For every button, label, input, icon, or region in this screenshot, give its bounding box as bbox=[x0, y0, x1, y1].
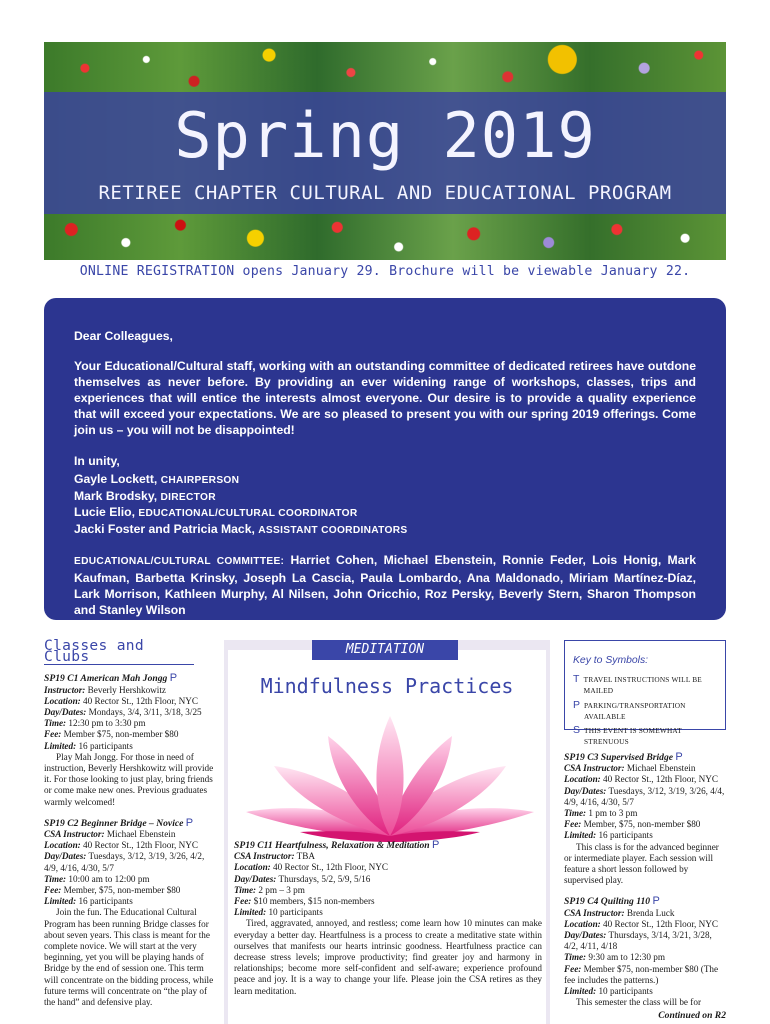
committee-label: EDUCATIONAL/CULTURAL COMMITTEE: bbox=[74, 556, 285, 567]
parking-symbol: P bbox=[169, 672, 178, 685]
course-limit: Limited: 16 participants bbox=[44, 740, 133, 751]
header-banner bbox=[44, 42, 726, 260]
parking-symbol: P bbox=[185, 816, 194, 829]
registration-notice: ONLINE REGISTRATION opens January 29. Brochure will be viewable January 22. bbox=[79, 264, 691, 279]
lotus-icon bbox=[240, 696, 540, 846]
course-location: Location: 40 Rector St., 12th Floor, NYC bbox=[44, 840, 199, 851]
course-time: Time: 9:30 am to 12:30 pm bbox=[564, 952, 665, 963]
course-title: SP19 C4 Quilting 110 P bbox=[564, 895, 660, 908]
meditation-title: Mindfulness Practices bbox=[260, 674, 514, 698]
course-instructor: CSA Instructor: Brenda Luck bbox=[564, 907, 675, 918]
parking-symbol: P bbox=[432, 839, 440, 851]
right-column bbox=[564, 640, 726, 1022]
course-location: Location: 40 Rector St., 12th Floor, NYC bbox=[564, 774, 719, 785]
committee-members: Harriet Cohen, Michael Ebenstein, Ronnie Feder, Lois Honig, Mark Kaufman, Barbetta Krinsky, Joseph La Cascia, Paula Lombardo, Ana Maldonado, Miriam Martínez-Díaz, Lark Morrison, Kathleen Murphy, Al Nilsen, John Oricchio, Roz Persky, Beverly Stern, Sharon Thompson and Stanley Wilson bbox=[74, 553, 696, 617]
signature-line: Mark Brodsky, DIRECTOR bbox=[74, 488, 216, 503]
meditation-panel bbox=[224, 640, 550, 1024]
course-instructor: CSA Instructor: Michael Ebenstein bbox=[564, 763, 696, 774]
course-description: Join the fun. The Educational Cultural Program has been running Bridge classes for about seven years. This class is meant for the complete novice. We will start at the very beginning, yet you will be playing hands of Bridge by the end of session one. This term will concentrate on the bidding process, while future terms will concentrate on “the play of the hand” and defensive play. bbox=[44, 907, 214, 1008]
course-time: Time: 1 pm to 3 pm bbox=[564, 808, 638, 819]
travel-symbol: T bbox=[573, 673, 580, 686]
parking-symbol: P bbox=[573, 698, 581, 711]
course-c4 bbox=[564, 896, 726, 1008]
page-subtitle: RETIREE CHAPTER CULTURAL AND EDUCATIONAL PROGRAM bbox=[98, 182, 672, 204]
classes-column bbox=[44, 637, 216, 1018]
course-location: Location: 40 Rector St., 12th Floor, NYC bbox=[564, 918, 719, 929]
course-location: Location: 40 Rector St., 12th Floor, NYC bbox=[234, 862, 389, 873]
welcome-letter bbox=[44, 298, 726, 620]
course-title: SP19 C2 Beginner Bridge – Novice P bbox=[44, 816, 194, 829]
course-fee: Fee: Member, $75, non-member $80 bbox=[564, 819, 701, 830]
strenuous-symbol: S bbox=[573, 724, 581, 737]
course-c1 bbox=[44, 673, 216, 807]
course-c2 bbox=[44, 818, 216, 1008]
course-dates: Day/Dates: Tuesdays, 3/12, 3/19, 3/26, 4/4, 4/9, 4/16, 4/30, 5/7 bbox=[564, 785, 725, 807]
course-dates: Day/Dates: Mondays, 3/4, 3/11, 3/18, 3/25 bbox=[44, 707, 202, 718]
course-dates: Day/Dates: Thursdays, 5/2, 5/9, 5/16 bbox=[234, 873, 371, 884]
course-c11 bbox=[234, 840, 542, 997]
symbol-key bbox=[564, 640, 726, 747]
course-fee: Fee: $10 members, $15 non-members bbox=[234, 896, 375, 907]
course-fee: Fee: Member $75, non-member $80 bbox=[44, 729, 179, 740]
course-dates: Day/Dates: Thursdays, 3/14, 3/21, 3/28, 4/2, 4/11, 4/18 bbox=[564, 930, 712, 952]
course-limit: Limited: 16 participants bbox=[44, 896, 133, 907]
signature-block bbox=[74, 472, 696, 538]
course-time: Time: 2 pm – 3 pm bbox=[234, 884, 305, 895]
course-c3 bbox=[564, 752, 726, 886]
signature-line: Jacki Foster and Patricia Mack, ASSISTANT COORDINATORS bbox=[74, 521, 408, 536]
signature-line: Gayle Lockett, CHAIRPERSON bbox=[74, 472, 240, 486]
parking-symbol: P bbox=[652, 895, 660, 908]
course-fee: Fee: Member, $75, non-member $80 bbox=[44, 885, 181, 896]
letter-body: Your Educational/Cultural staff, working with an outstanding committee of dedicated retirees have outdone themselves as never before. By providing an ever widening range of workshops, classes, trips and experiences that will entice the interests almost everyone. Our desire is to provide a quality experience that will exceed your expectations. We are so pleased to present you with our spring 2019 offerings. Come join us – you will not be disappointed! bbox=[74, 359, 696, 437]
course-instructor: CSA Instructor: TBA bbox=[234, 851, 316, 862]
meditation-card bbox=[228, 650, 546, 1024]
course-location: Location: 40 Rector St., 12th Floor, NYC bbox=[44, 695, 199, 706]
course-title: SP19 C3 Supervised Bridge P bbox=[564, 751, 683, 763]
course-time: Time: 10:00 am to 12:00 pm bbox=[44, 873, 150, 884]
key-title: Key to Symbols: bbox=[573, 655, 649, 666]
course-instructor: Instructor: Beverly Hershkowitz bbox=[44, 684, 166, 695]
letter-greeting: Dear Colleagues, bbox=[74, 329, 173, 343]
page-title: Spring 2019 bbox=[174, 99, 596, 172]
continued-link: Continued on R2 bbox=[658, 1010, 726, 1022]
course-dates: Day/Dates: Tuesdays, 3/12, 3/19, 3/26, 4/2, 4/9, 4/16, 4/30, 5/7 bbox=[44, 851, 205, 873]
course-fee: Fee: Member $75, non-member $80 (The fee includes the patterns.) bbox=[564, 963, 719, 985]
key-item: S THIS EVENT IS SOMEWHAT STRENUOUS bbox=[573, 724, 682, 747]
signature-line: Lucie Elio, EDUCATIONAL/CULTURAL COORDINATOR bbox=[74, 505, 358, 519]
course-description: Play Mah Jongg. For those in need of instruction, Beverly Hershkowitz will provide it. For those looking to just play, bring friends or come make new ones. Previous graduates warmly welcomed! bbox=[44, 751, 214, 807]
course-instructor: CSA Instructor: Michael Ebenstein bbox=[44, 829, 176, 840]
course-title: SP19 C11 Heartfulness, Relaxation & Meditation P bbox=[234, 839, 440, 851]
key-item: T TRAVEL INSTRUCTIONS WILL BE MAILED bbox=[573, 673, 702, 696]
key-item: P PARKING/TRANSPORTATION AVAILABLE bbox=[573, 698, 686, 721]
course-description: This class is for the advanced beginner or intermediate player. Each session will feature a short lesson followed by supervised play. bbox=[564, 841, 719, 886]
committee-list bbox=[74, 552, 696, 618]
parking-symbol: P bbox=[675, 751, 683, 763]
meditation-tag: MEDITATION bbox=[312, 640, 458, 660]
course-time: Time: 12:30 pm to 3:30 pm bbox=[44, 718, 146, 729]
letter-closing: In unity, bbox=[74, 454, 120, 468]
course-title: SP19 C1 American Mah Jongg P bbox=[44, 672, 178, 685]
course-description: This semester the class will be for bbox=[576, 997, 702, 1008]
course-limit: Limited: 10 participants bbox=[234, 907, 323, 918]
course-limit: Limited: 16 participants bbox=[564, 830, 653, 841]
course-limit: Limited: 10 participants bbox=[564, 986, 653, 997]
section-title: Classes and Clubs bbox=[44, 640, 194, 665]
course-description: Tired, aggravated, annoyed, and restless; come learn how 10 minutes can make everyday a better day. Heartfulness is a process to create a meditative state within ourselves that manifests our hearts intrinsic goodness. Heartfulness practice can decrease stress levels; improve productivity; find greater joy and harmony in relationships; become more self-confident and self-aware; experience profound peace and joy. It is a way to change your life. Please join the CSA retires as they learn meditation. bbox=[234, 918, 542, 996]
